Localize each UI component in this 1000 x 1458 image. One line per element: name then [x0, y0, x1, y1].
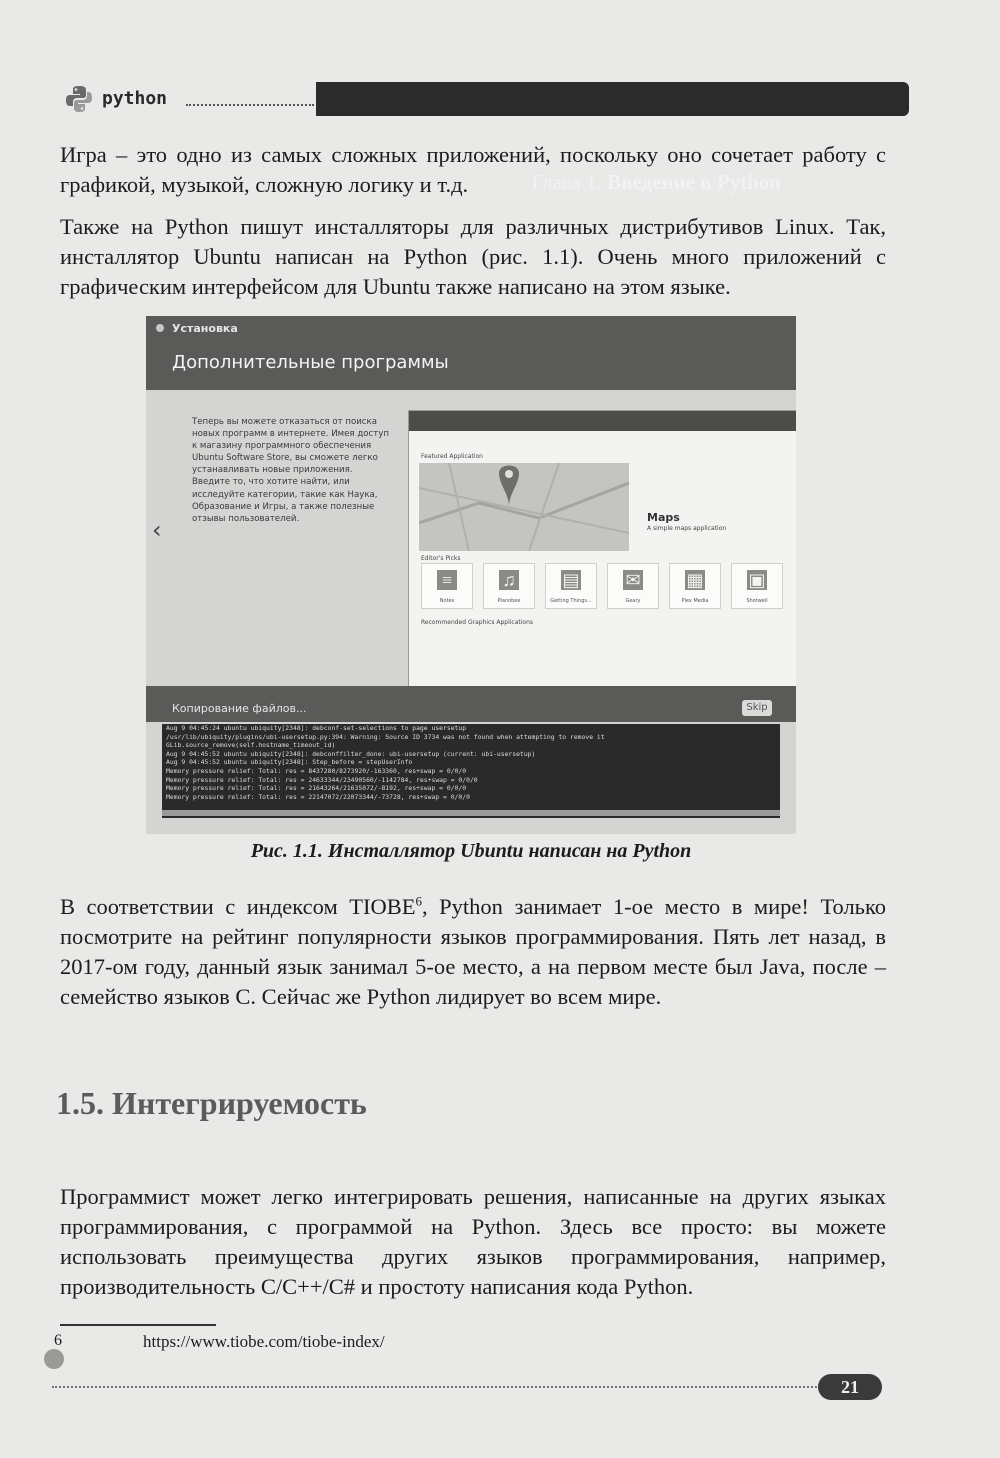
app-tile-label: Notes	[439, 598, 455, 604]
copy-status-label: Копирование файлов...	[172, 702, 307, 715]
paragraph-tiobe	[60, 892, 886, 1012]
app-tile-label: Shotwell	[746, 598, 768, 604]
page-number: 21	[818, 1374, 882, 1400]
footnote-rule	[60, 1324, 216, 1326]
terminal-line: Aug 9 04:45:52 ubuntu ubiquity[2348]: debconffilter_done: ubi-usersetup (current: ubi-usersetup)	[166, 749, 536, 758]
app-tiles-row	[421, 563, 791, 615]
terminal-line: Aug 9 04:45:24 ubuntu ubiquity[2348]: debconf-set-selections to page usersetup	[166, 724, 467, 732]
installer-description: Теперь вы можете отказаться от поиска новых программ в интернете. Имея доступ к магазину программного обеспечения Ubuntu Software Store, вы сможете легко устанавливать новые приложения. Введите то, что хотите найти, или исследуйте категории, такие как Наука, Образование и Игры, а также полезные отзывы пользователей.	[192, 417, 389, 524]
app-tile	[607, 563, 659, 609]
footer-dotted-line	[52, 1386, 817, 1388]
terminal-line: /usr/lib/ubiquity/plugins/ubi-usersetup.py:394: Warning: Source ID 3734 was not found when attempting to remove it	[166, 732, 605, 741]
app-tile	[421, 563, 473, 609]
terminal-line: Memory pressure relief: Total: res = 8437280/8273920/-163360, res+swap = 0/0/0	[166, 766, 467, 775]
paragraph-integration: Программист может легко интегрировать решения, написанные на других языках программирования, с программой на Python. Здесь все просто: вы можете использовать преимущества других языков программирования, например, производительность C/C++/C# и простоту написания кода Python.	[60, 1184, 886, 1299]
ubuntu-installer-screenshot	[146, 316, 796, 834]
footnote-url: https://www.tiobe.com/tiobe-index/	[143, 1332, 385, 1351]
app-icon: ≡	[437, 570, 457, 590]
window-close-icon	[156, 324, 164, 332]
software-center-toolbar	[409, 411, 796, 431]
section-heading: 1.5. Интегрируемость	[56, 1085, 367, 1121]
app-icon: ▦	[686, 570, 704, 590]
tiobe-text-start: В соответствии с индексом TIOBE	[60, 894, 416, 919]
footnote-number: 6	[54, 1332, 62, 1349]
footnote-ref: 6	[415, 893, 422, 909]
terminal-line: Memory pressure relief: Total: res = 24633344/23490560/-1142784, res+swap = 0/0/0	[166, 775, 478, 784]
previous-slide-icon: ‹	[152, 516, 162, 544]
app-icon: ▤	[562, 570, 580, 590]
paragraph-installers: Также на Python пишут инсталляторы для различных дистрибутивов Linux. Так, инсталлятор Ubuntu написан на Python (рис. 1.1). Очень много приложений с графическим интерфейсом для Ubuntu также написано на этом языке.	[60, 214, 886, 299]
chapter-header-tab	[891, 82, 909, 116]
paragraph-games: Игра – это одно из самых сложных приложений, поскольку оно сочетает работу с графикой, музыкой, сложную логику и т.д.	[60, 142, 886, 197]
terminal-line: Aug 9 04:45:52 ubuntu ubiquity[2348]: Step_before = stepUserInfo	[166, 758, 413, 767]
brand-label: python	[102, 88, 168, 109]
photo-icon: ▣	[748, 570, 766, 590]
app-tile	[731, 563, 783, 609]
app-tile-label: Getting Things...	[550, 598, 592, 604]
footer-circle-icon	[44, 1349, 64, 1369]
editors-picks-label: Editor's Picks	[421, 555, 461, 562]
terminal-log	[162, 724, 780, 818]
chapter-name: Введение в Python	[607, 170, 781, 194]
mail-icon: ✉	[623, 570, 643, 590]
chapter-prefix: Глава 1.	[531, 170, 608, 194]
installer-page-title: Дополнительные программы	[172, 352, 449, 373]
installer-window-title-text: Установка	[172, 322, 238, 335]
python-logo-icon	[64, 84, 94, 114]
featured-app-name: Maps	[647, 511, 680, 524]
recommended-label: Recommended Graphics Applications	[421, 619, 534, 626]
map-illustration	[419, 463, 629, 551]
app-tile	[545, 563, 597, 609]
app-tile	[483, 563, 535, 609]
terminal-line: Memory pressure relief: Total: res = 21643264/21635072/-8192, res+swap = 0/0/0	[166, 784, 467, 793]
skip-button: Skip	[742, 700, 772, 716]
terminal-line: Memory pressure relief: Total: res = 22147072/22073344/-73728, res+swap = 0/0/0	[166, 792, 470, 801]
featured-app-subtitle: A simple maps application	[647, 525, 727, 532]
app-tile-label: Pianobee	[497, 598, 521, 604]
tiobe-text-end: , Python занимает 1-ое место в мире! Только посмотрите на рейтинг популярности языков программирования. Пять лет назад, в 2017-ом году, данный язык занимал 5-ое место, а на первом месте был Java, после – семейство языков C. Сейчас же Python лидирует во всем мире.	[60, 894, 886, 1009]
app-tile	[669, 563, 721, 609]
music-icon: ♫	[499, 570, 519, 590]
figure-caption: Рис. 1.1. Инсталлятор Ubuntu написан на Python	[250, 840, 692, 862]
installer-window-title	[156, 322, 238, 335]
terminal-line: GLib.source_remove(self.hostname_timeout_id)	[166, 741, 336, 750]
software-center-preview	[408, 410, 796, 694]
app-tile-label: Geary	[625, 598, 641, 604]
copy-progress-bar	[162, 810, 780, 816]
featured-label: Featured Application	[421, 453, 483, 460]
app-tile-label: Plex Media	[681, 598, 709, 604]
header-dotted-line	[186, 104, 314, 106]
